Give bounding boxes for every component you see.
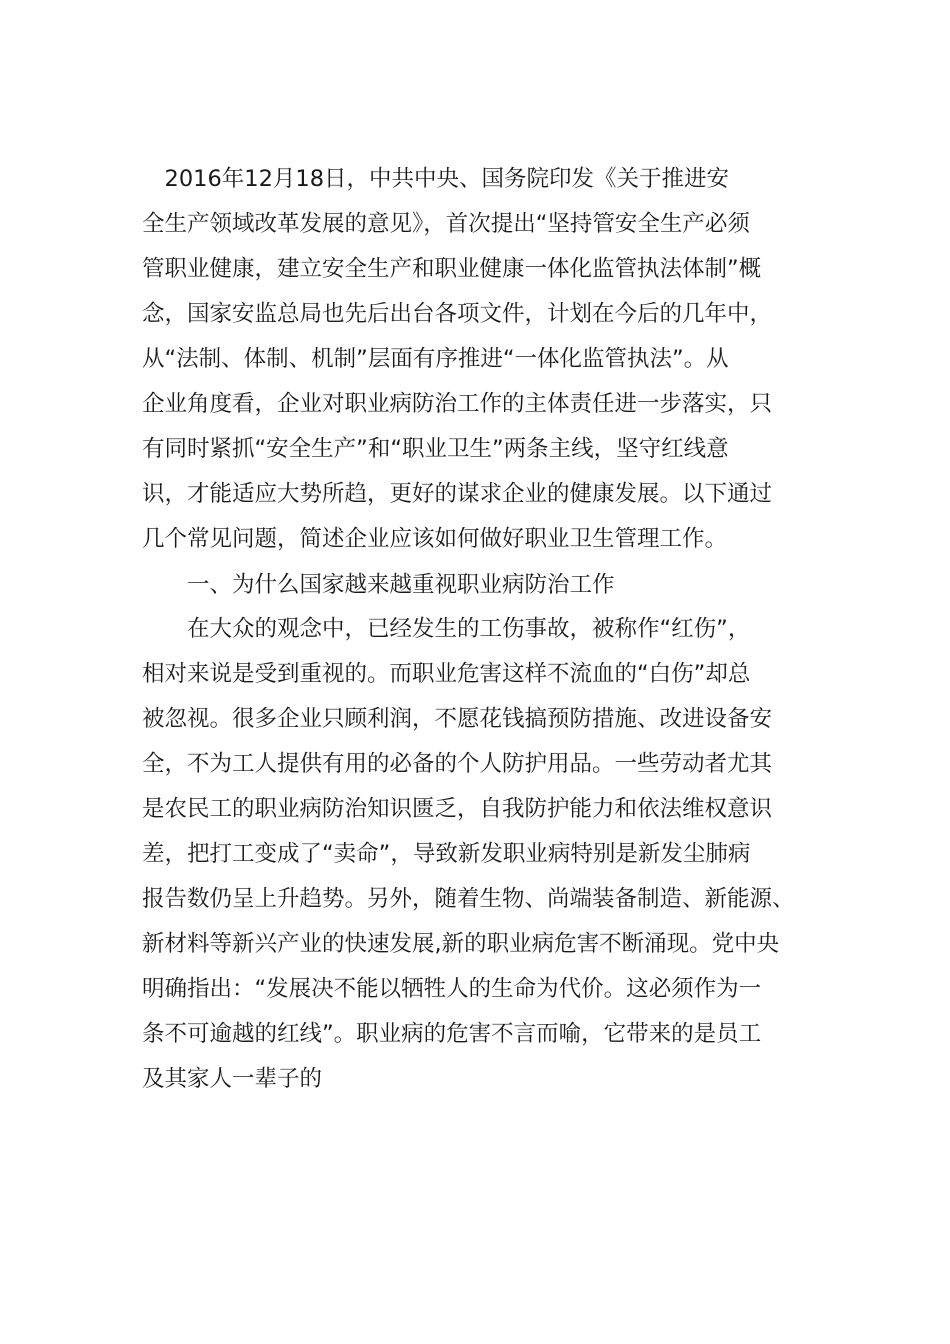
paragraph-line: 明确指出：“发展决不能以牺牲人的生命为代价。这必须作为一 bbox=[142, 976, 762, 1002]
paragraph-line: 在大众的观念中，已经发生的工伤事故，被称作“红伤”， bbox=[142, 616, 751, 642]
paragraph-line: 全生产领域改革发展的意见》，首次提出“坚持管安全生产必须 bbox=[142, 211, 750, 237]
paragraph-line: 几个常见问题，简述企业应该如何做好职业卫生管理工作。 bbox=[142, 526, 728, 552]
paragraph-line: 相对来说是受到重视的。而职业危害这样不流血的“白伤”却总 bbox=[142, 661, 751, 687]
paragraph-line: 报告数仍呈上升趋势。另外，随着生物、尚端装备制造、新能源、 bbox=[142, 886, 795, 912]
paragraph-line: 管职业健康，建立安全生产和职业健康一体化监管执法体制”概 bbox=[142, 256, 762, 282]
paragraph-line: 2016年12月18日，中共中央、国务院印发《关于推进安 bbox=[142, 166, 730, 192]
body-paragraph bbox=[142, 607, 795, 1102]
section-heading bbox=[142, 563, 615, 608]
paragraph-line: 被忽视。很多企业只顾利润，不愿花钱搞预防措施、改进设备安 bbox=[142, 706, 773, 732]
paragraph-line: 念，国家安监总局也先后出台各项文件，计划在今后的几年中， bbox=[142, 301, 773, 327]
paragraph-line: 新材料等新兴产业的快速发展,新的职业病危害不断涌现。党中央 bbox=[142, 931, 780, 957]
paragraph-line: 条不可逾越的红线”。职业病的危害不言而喻，它带来的是员工 bbox=[142, 1021, 762, 1047]
intro-paragraph bbox=[142, 157, 772, 562]
paragraph-line: 及其家人一辈子的 bbox=[142, 1066, 323, 1092]
paragraph-line: 是农民工的职业病防治知识匮乏，自我防护能力和依法维权意识 bbox=[142, 796, 773, 822]
paragraph-line: 企业角度看，企业对职业病防治工作的主体责任进一步落实，只 bbox=[142, 391, 773, 417]
section-heading-line: 一、为什么国家越来越重视职业病防治工作 bbox=[142, 572, 615, 598]
paragraph-line: 从“法制、体制、机制”层面有序推进“一体化监管执法”。从 bbox=[142, 346, 729, 372]
paragraph-line: 差，把打工变成了“卖命”，导致新发职业病特别是新发尘肺病 bbox=[142, 841, 751, 867]
paragraph-line: 有同时紧抓“安全生产”和“职业卫生”两条主线，坚守红线意 bbox=[142, 436, 729, 462]
paragraph-line: 全，不为工人提供有用的必备的个人防护用品。一些劳动者尤其 bbox=[142, 751, 773, 777]
paragraph-line: 识，才能适应大势所趋，更好的谋求企业的健康发展。以下通过 bbox=[142, 481, 773, 507]
